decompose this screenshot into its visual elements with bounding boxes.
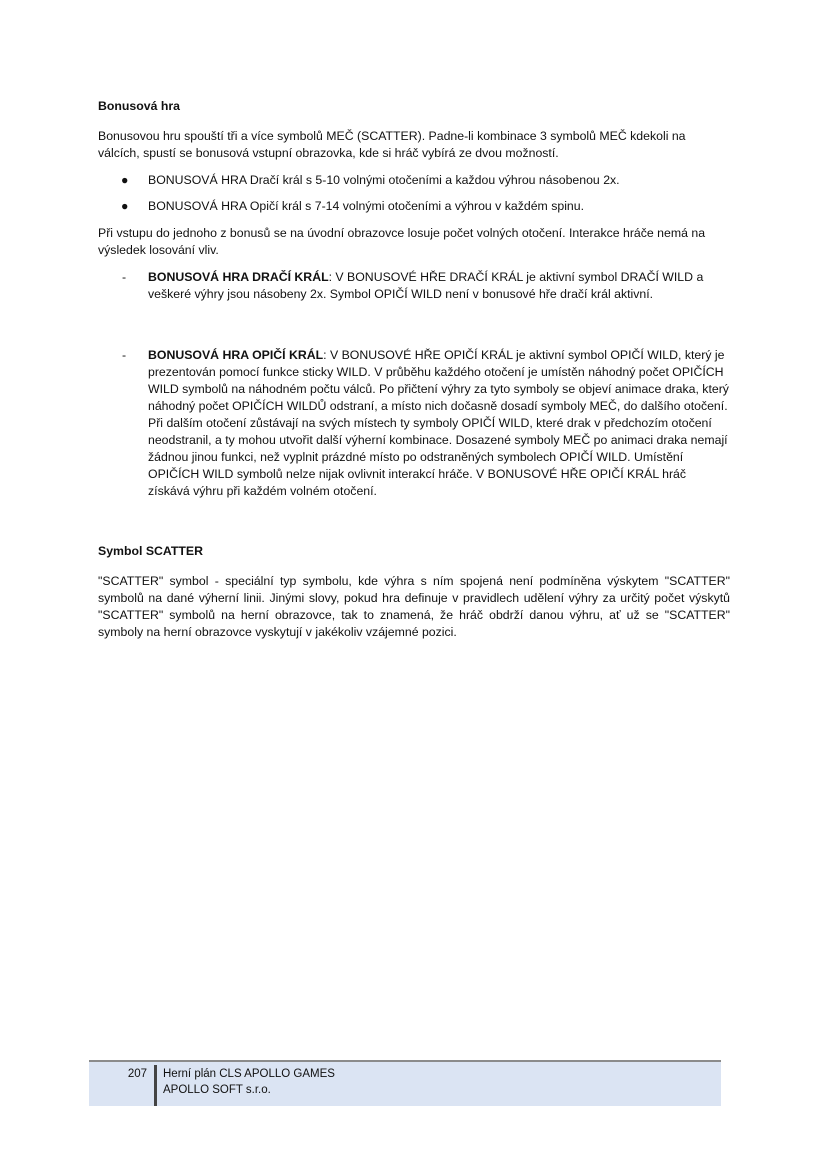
list-item [98,198,730,215]
page-number: 207 [127,1068,147,1080]
dash-marker: - [122,348,127,362]
document-page [98,98,730,651]
item-text: : V BONUSOVÉ HŘE OPIČÍ KRÁL je aktivní symbol OPIČÍ WILD, který je prezentován pomocí funkce sticky WILD. V průběhu každého otočení je umístěn náhodný počet OPIČÍCH WILD symbolů na náhodném počtu válců. Po přičtení výhry za tyto symboly se objeví animace draka, který náhodný počet OPIČÍCH WILDŮ odstraní, a místo nich dočasně dosadí symboly MEČ, do dalšího otočení. Při dalším otočení zůstávají na svých místech ty symboly OPIČÍ WILD, které drak v předchozím otočení neodstranil, a ty mohou utvořit další výherní kombinace. Dosazené symboly MEČ po animaci draka nemají žádnou jinou funkci, než vyplnit prázdné místo po odstraněných symbolech OPIČÍ WILD. Umístění OPIČÍCH WILD symbolů nelze nijak ovlivnit interakcí hráče. V BONUSOVÉ HŘE OPIČÍ KRÁL hráč získává výhru při každém volném otočení. [148,348,729,498]
bullet-text: BONUSOVÁ HRA Opičí král s 7-14 volnými otočeními a výhrou v každém spinu. [148,199,585,213]
dash-marker: - [122,270,127,284]
free-spins-paragraph: Při vstupu do jednoho z bonusů se na úvodní obrazovce losuje počet volných otočení. Interakce hráče nemá na výsledek losování vliv. [98,226,706,257]
list-item [98,172,730,189]
item-text: : V BONUSOVÉ HŘE DRAČÍ KRÁL je aktivní symbol DRAČÍ WILD a veškeré výhry jsou násobeny 2x. Symbol OPIČÍ WILD není v bonusové hře dračí král aktivní. [148,270,704,301]
bullet-text: BONUSOVÁ HRA Dračí král s 5-10 volnými otočeními a každou výhrou násobenou 2x. [148,173,620,187]
bullet-icon: ● [121,173,129,187]
scatter-section [98,543,730,641]
section-heading-scatter: Symbol SCATTER [98,544,203,558]
bonus-details-list [98,269,730,500]
page-footer [89,1060,721,1106]
bonus-options-list [98,172,730,215]
footer-line-1: Herní plán CLS APOLLO GAMES [163,1068,335,1080]
bullet-icon: ● [121,199,129,213]
item-title: BONUSOVÁ HRA DRAČÍ KRÁL [148,270,329,284]
list-item [98,347,730,500]
section-heading-bonus: Bonusová hra [98,99,180,113]
footer-text [163,1066,335,1098]
item-title: BONUSOVÁ HRA OPIČÍ KRÁL [148,348,324,362]
list-item [98,269,730,303]
bonus-intro-paragraph: Bonusovou hru spouští tři a více symbolů MEČ (SCATTER). Padne-li kombinace 3 symbolů MEČ kdekoli na válcích, spustí se bonusová vstupní obrazovka, kde si hráč vybírá ze dvou možností. [98,129,686,160]
footer-divider [154,1065,157,1106]
scatter-paragraph: "SCATTER" symbol - speciální typ symbolu, kde výhra s ním spojená není podmíněna výskytem "SCATTER" symbolů na dané výherní linii. Jinými slovy, pokud hra definuje v pravidlech udělení výhry za určitý počet výskytů "SCATTER" symbolů na herní obrazovce, tak to znamená, že hráč obdrží danou výhru, ať už se "SCATTER" symboly na herní obrazovce vyskytují v jakékoliv vzájemné pozici. [98,574,730,639]
footer-line-2: APOLLO SOFT s.r.o. [163,1084,271,1096]
